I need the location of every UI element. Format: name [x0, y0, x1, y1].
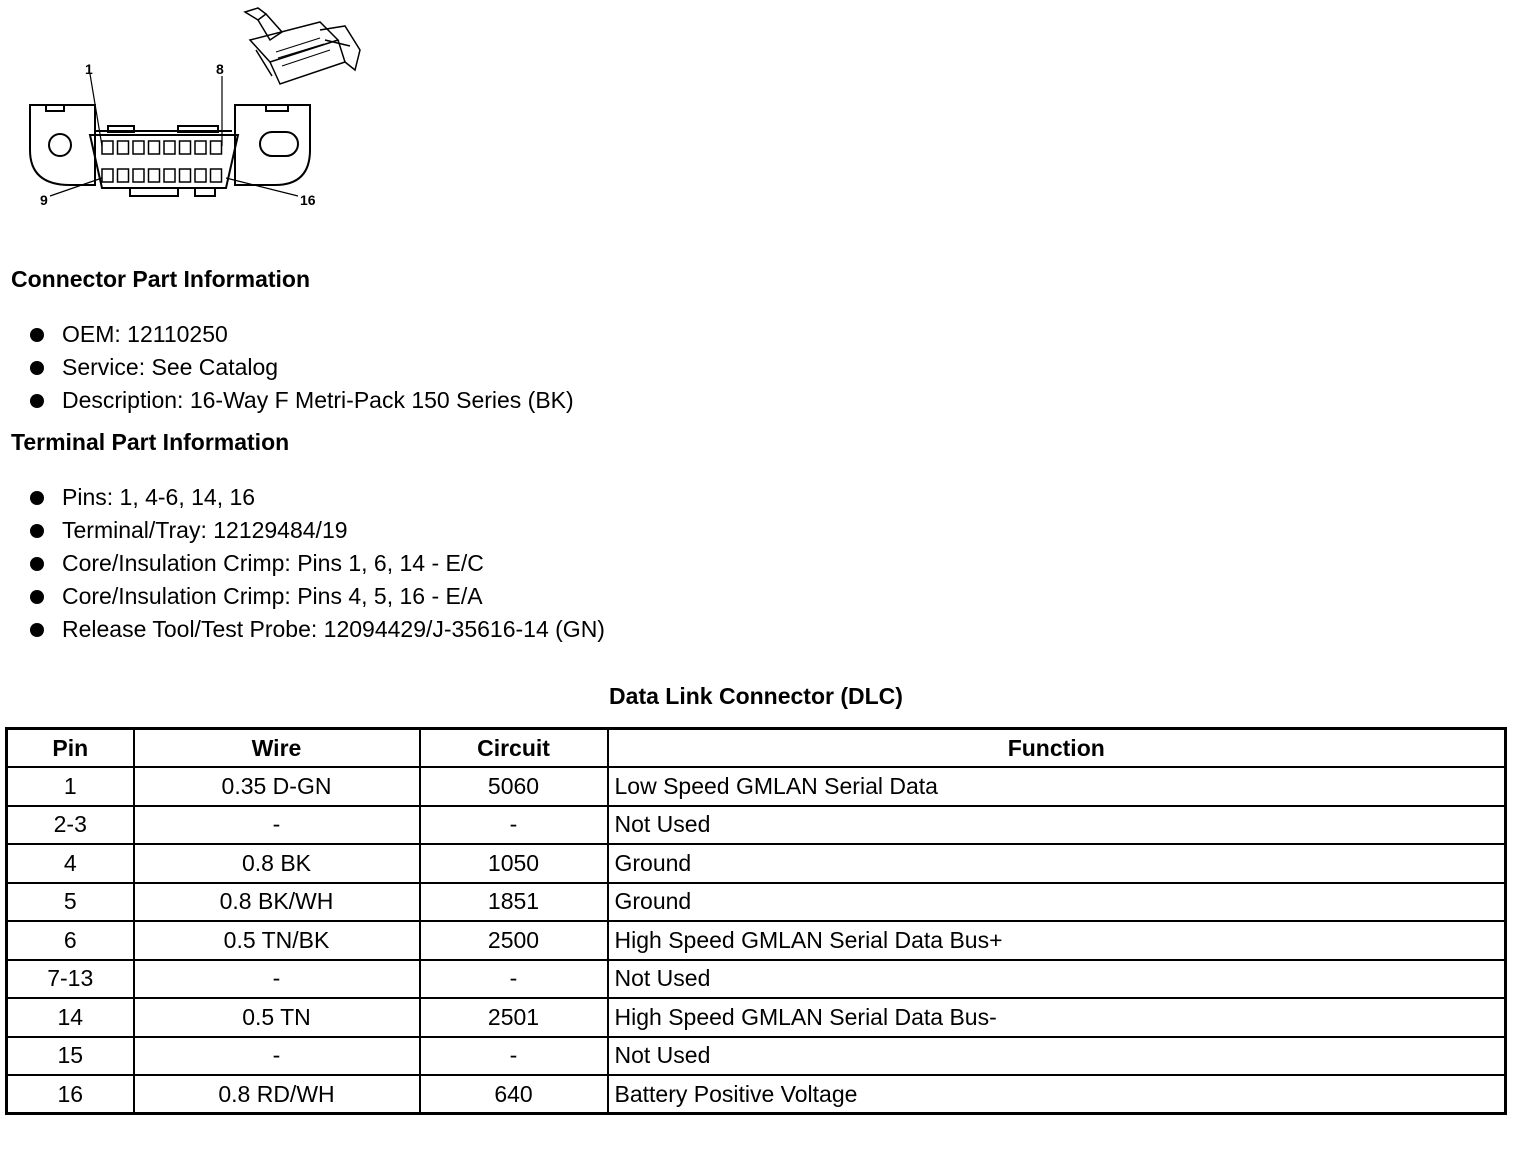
pin-cell: 2-3: [7, 806, 134, 845]
connector-part-heading: Connector Part Information: [11, 266, 311, 292]
circuit-cell: -: [420, 806, 608, 845]
table-row: [7, 806, 1506, 845]
terminal-part-list: [30, 481, 605, 646]
left-ear: [30, 105, 95, 185]
bullet-icon: [30, 361, 44, 375]
pin-cell: 1: [7, 767, 134, 806]
pin-cavity: [149, 141, 160, 154]
circuit-cell: 5060: [420, 767, 608, 806]
function-cell: Low Speed GMLAN Serial Data: [608, 767, 1506, 806]
left-ear-tab: [46, 105, 64, 111]
bullet-icon: [30, 394, 44, 408]
pin-cavity: [195, 169, 206, 182]
function-cell: Ground: [608, 844, 1506, 883]
connector-part-list: [30, 318, 574, 417]
table-row: [7, 998, 1506, 1037]
column-header-function: Function: [608, 729, 1506, 768]
pin-cavity: [118, 141, 129, 154]
dlc-pinout-table: [5, 727, 1507, 1115]
list-item: Core/Insulation Crimp: Pins 4, 5, 16 - E/A: [30, 580, 605, 613]
list-item: Core/Insulation Crimp: Pins 1, 6, 14 - E/C: [30, 547, 605, 580]
pin-cell: 14: [7, 998, 134, 1037]
pin-row-bottom: [102, 169, 222, 182]
callout-line-16: [226, 178, 298, 196]
pin-cell: 4: [7, 844, 134, 883]
bullet-icon: [30, 524, 44, 538]
wire-cell: 0.5 TN: [134, 998, 420, 1037]
pin-cavity: [133, 141, 144, 154]
list-item: Pins: 1, 4-6, 14, 16: [30, 481, 605, 514]
list-item: Release Tool/Test Probe: 12094429/J-35616-14 (GN): [30, 613, 605, 646]
circuit-cell: -: [420, 960, 608, 999]
table-header-row: [7, 729, 1506, 768]
function-cell: High Speed GMLAN Serial Data Bus+: [608, 921, 1506, 960]
table-row: [7, 844, 1506, 883]
pin-cavity: [118, 169, 129, 182]
right-ear-tab: [266, 105, 288, 111]
function-cell: Battery Positive Voltage: [608, 1075, 1506, 1114]
table-row: [7, 960, 1506, 999]
circuit-cell: 1851: [420, 883, 608, 922]
pin-label-1: 1: [85, 61, 93, 77]
wire-cell: 0.35 D-GN: [134, 767, 420, 806]
table-title: Data Link Connector (DLC): [609, 683, 903, 709]
function-cell: Not Used: [608, 960, 1506, 999]
wire-cell: 0.5 TN/BK: [134, 921, 420, 960]
bullet-icon: [30, 491, 44, 505]
list-item: Service: See Catalog: [30, 351, 574, 384]
column-header-circuit: Circuit: [420, 729, 608, 768]
pin-label-8: 8: [216, 61, 224, 77]
pin-cavity: [211, 169, 222, 182]
pin-row-top: [102, 141, 222, 154]
pin-cell: 7-13: [7, 960, 134, 999]
circuit-cell: 1050: [420, 844, 608, 883]
pin-cavity: [133, 169, 144, 182]
bullet-icon: [30, 623, 44, 637]
column-header-wire: Wire: [134, 729, 420, 768]
pin-cavity: [102, 169, 113, 182]
right-mount-slot: [260, 132, 298, 156]
pin-cell: 6: [7, 921, 134, 960]
pin-cell: 16: [7, 1075, 134, 1114]
pin-label-9: 9: [40, 192, 48, 208]
wire-cell: 0.8 BK/WH: [134, 883, 420, 922]
function-cell: High Speed GMLAN Serial Data Bus-: [608, 998, 1506, 1037]
wire-cell: -: [134, 1037, 420, 1076]
terminal-part-heading: Terminal Part Information: [11, 429, 290, 455]
column-header-pin: Pin: [7, 729, 134, 768]
table-row: [7, 1037, 1506, 1076]
bullet-icon: [30, 328, 44, 342]
circuit-cell: 640: [420, 1075, 608, 1114]
pin-cavity: [149, 169, 160, 182]
pin-cell: 5: [7, 883, 134, 922]
pin-cavity: [180, 169, 191, 182]
callout-line-9: [50, 178, 102, 196]
list-item: Description: 16-Way F Metri-Pack 150 Series (BK): [30, 384, 574, 417]
pin-cavity: [180, 141, 191, 154]
bullet-icon: [30, 590, 44, 604]
pin-label-16: 16: [300, 192, 316, 208]
wire-cell: 0.8 BK: [134, 844, 420, 883]
bullet-icon: [30, 557, 44, 571]
function-cell: Not Used: [608, 806, 1506, 845]
wire-cell: 0.8 RD/WH: [134, 1075, 420, 1114]
wire-cell: -: [134, 960, 420, 999]
list-item: OEM: 12110250: [30, 318, 574, 351]
pin-cavity: [164, 141, 175, 154]
pin-cavity: [102, 141, 113, 154]
list-item: Terminal/Tray: 12129484/19: [30, 514, 605, 547]
pin-cavity: [164, 169, 175, 182]
left-mount-hole: [49, 134, 71, 156]
pin-cavity: [195, 141, 206, 154]
pin-cell: 15: [7, 1037, 134, 1076]
circuit-cell: 2501: [420, 998, 608, 1037]
circuit-cell: -: [420, 1037, 608, 1076]
table-row: [7, 767, 1506, 806]
table-row: [7, 883, 1506, 922]
wire-cell: -: [134, 806, 420, 845]
table-row: [7, 921, 1506, 960]
table-row: [7, 1075, 1506, 1114]
pin-cavity: [211, 141, 222, 154]
function-cell: Ground: [608, 883, 1506, 922]
function-cell: Not Used: [608, 1037, 1506, 1076]
circuit-cell: 2500: [420, 921, 608, 960]
connector-perspective-sketch: [245, 8, 360, 84]
connector-diagram: [20, 0, 380, 215]
